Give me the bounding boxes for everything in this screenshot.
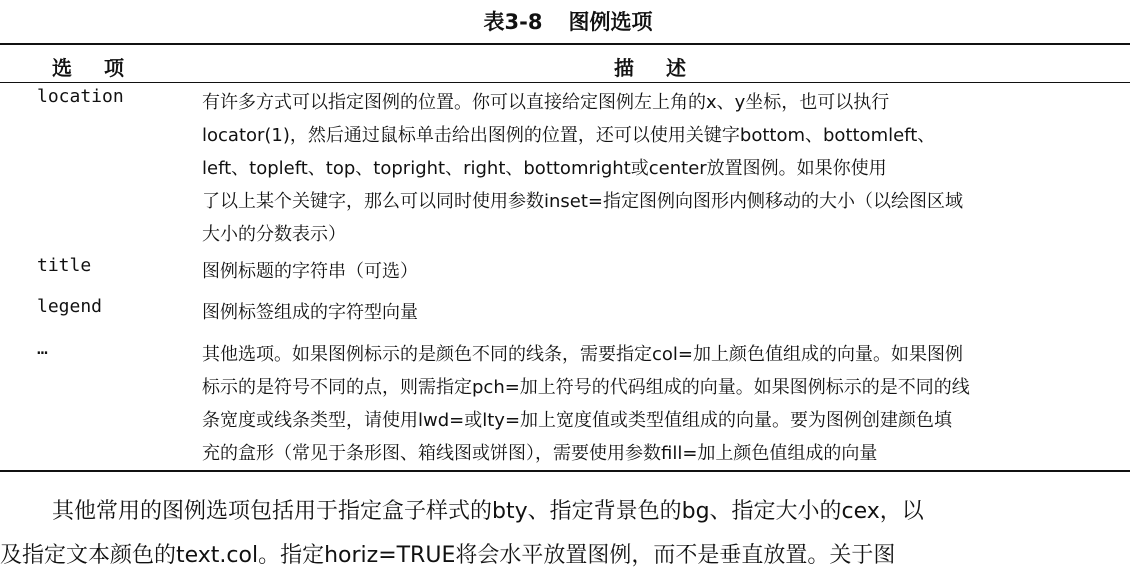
- description-line: 条宽度或线条类型，请使用lwd=或lty=加上宽度值或类型值组成的向量。要为图例创建颜色填: [202, 410, 953, 431]
- option-description: [202, 86, 1122, 251]
- description-line: 其他选项。如果图例标示的是颜色不同的线条，需要指定col=加上颜色值组成的向量。如果图例: [202, 344, 963, 365]
- table-header-rule: [0, 82, 1130, 83]
- option-name: …: [37, 338, 48, 359]
- table-caption: [0, 6, 1136, 36]
- paragraph-line: 其他常用的图例选项包括用于指定盒子样式的bty、指定背景色的bg、指定大小的cex，以: [52, 499, 924, 524]
- description-line: locator(1)，然后通过鼠标单击给出图例的位置，还可以使用关键字bottom、bottomleft、: [202, 125, 936, 146]
- option-name: location: [37, 86, 124, 107]
- table-bottom-rule: [0, 470, 1130, 472]
- body-paragraph: [0, 490, 1136, 578]
- description-line: 有许多方式可以指定图例的位置。你可以直接给定图例左上角的x、y坐标，也可以执行: [202, 92, 890, 113]
- description-line: 了以上某个关键字，那么可以同时使用参数inset=指定图例向图形内侧移动的大小（以绘图区域: [202, 191, 963, 212]
- description-line: 图例标签组成的字符型向量: [202, 302, 418, 323]
- option-name: title: [37, 255, 92, 276]
- description-line: left、topleft、top、topright、right、bottomright或center放置图例。如果你使用: [202, 158, 887, 179]
- option-name: legend: [37, 296, 103, 317]
- table-header-option: 选项: [52, 56, 156, 80]
- table-header-description: 描述: [614, 56, 718, 80]
- description-line: 充的盒形（常见于条形图、箱线图或饼图），需要使用参数fill=加上颜色值组成的向量: [202, 443, 878, 464]
- table-caption-number: 表3-8: [483, 10, 543, 34]
- option-description: [202, 338, 1122, 470]
- description-line: 图例标题的字符串（可选）: [202, 261, 418, 282]
- table-caption-title: 图例选项: [568, 10, 653, 34]
- description-line: 大小的分数表示）: [202, 224, 346, 245]
- description-line: 标示的是符号不同的点，则需指定pch=加上符号的代码组成的向量。如果图例标示的是不同的线: [202, 377, 970, 398]
- option-description: [202, 255, 1122, 288]
- option-description: [202, 296, 1122, 329]
- table-top-rule: [0, 43, 1130, 45]
- paragraph-line: 及指定文本颜色的text.col。指定horiz=TRUE将会水平放置图例，而不是垂直放置。关于图: [0, 543, 896, 568]
